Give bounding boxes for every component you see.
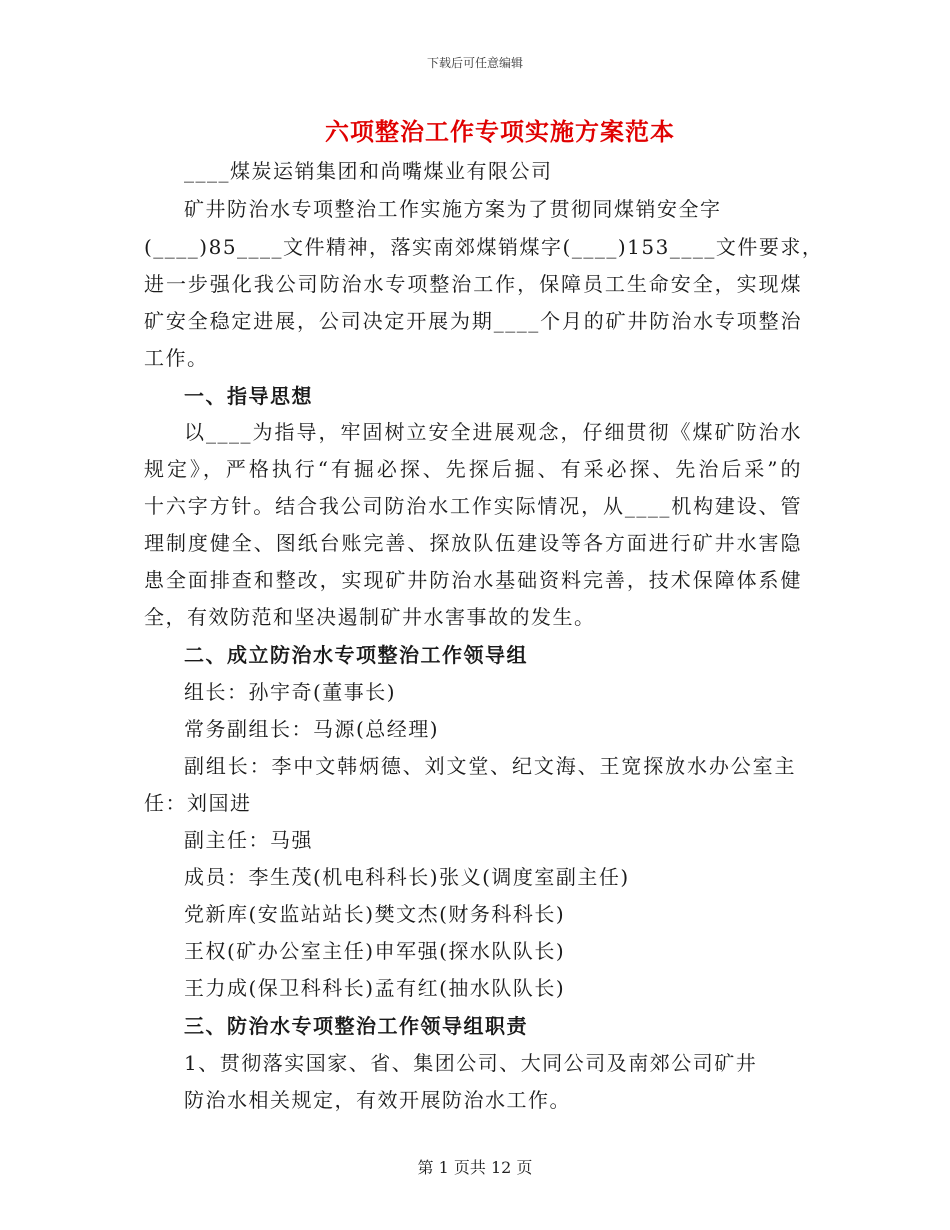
body-line: 理制度健全、图纸台账完善、探放队伍建设等各方面进行矿井水害隐 (144, 531, 802, 555)
page-header: 下载后可任意编辑 (426, 56, 523, 70)
member-line: 党新库(安监站站长)樊文杰(财务科科长) (184, 902, 566, 926)
body-line: 矿井防治水专项整治工作实施方案为了贯彻同煤销安全字 (184, 197, 722, 221)
section-heading: 二、成立防治水专项整治工作领导组 (184, 643, 528, 667)
body-line: 全，有效防范和坚决遏制矿井水害事故的发生。 (144, 605, 596, 629)
member-line: 王权(矿办公室主任)申军强(探水队队长) (184, 939, 566, 963)
member-line: 成员：李生茂(机电科科长)张义(调度室副主任) (184, 865, 630, 889)
member-line: 副主任：马强 (184, 828, 313, 852)
document-title: 六项整治工作专项实施方案范本 (325, 117, 675, 146)
section-heading: 三、防治水专项整治工作领导组职责 (184, 1014, 528, 1038)
member-line: 王力成(保卫科科长)孟有红(抽水队队长) (184, 976, 566, 1000)
body-line: 患全面排查和整改，实现矿井防治水基础资料完善，技术保障体系健 (144, 568, 802, 592)
body-line: 工作。 (144, 346, 209, 370)
body-line: 矿安全稳定进展，公司决定开展为期____个月的矿井防治水专项整治 (144, 309, 802, 333)
page-footer: 第 1 页共 12 页 (417, 1158, 533, 1177)
body-line: 十六字方针。结合我公司防治水工作实际情况，从____机构建设、管 (144, 494, 802, 518)
section-heading: 一、指导思想 (184, 384, 313, 408)
member-line: 常务副组长：马源(总经理) (184, 717, 440, 741)
body-line: 以____为指导，牢固树立安全进展观念，仔细贯彻《煤矿防治水 (184, 420, 802, 444)
member-line: 组长：孙宇奇(董事长) (184, 680, 397, 704)
body-line: 规定》，严格执行“有掘必探、先探后掘、有采必探、先治后采”的 (144, 457, 802, 481)
body-line: 防治水相关规定，有效开展防治水工作。 (184, 1088, 571, 1112)
body-line: (____)85____文件精神，落实南郊煤销煤字(____)153____文件要求， (144, 235, 824, 259)
member-line: 任：刘国进 (144, 791, 252, 815)
member-line: 副组长：李中文韩炳德、刘文堂、纪文海、王宽探放水办公室主 (184, 754, 796, 778)
body-line: 1、贯彻落实国家、省、集团公司、大同公司及南郊公司矿井 (184, 1051, 758, 1075)
company-line: ____煤炭运销集团和尚嘴煤业有限公司 (184, 159, 553, 183)
body-line: 进一步强化我公司防治水专项整治工作，保障员工生命安全，实现煤 (144, 272, 802, 296)
